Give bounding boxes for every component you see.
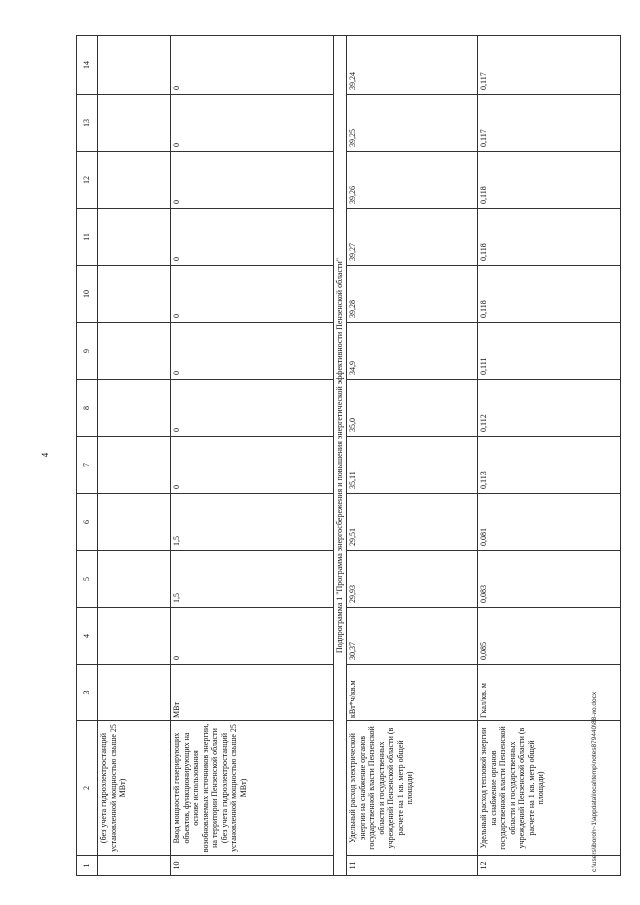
value-cell: 35,0 <box>347 380 478 437</box>
value-cell: 29,51 <box>347 494 478 551</box>
indicators-table <box>76 35 621 876</box>
value-cell: 0,081 <box>478 494 621 551</box>
value-cell: 0 <box>171 36 334 95</box>
value-cell: 35,11 <box>347 437 478 494</box>
value-cell: 29,93 <box>347 551 478 608</box>
value-cell: 1,5 <box>171 551 334 608</box>
value-cell <box>98 437 171 494</box>
page-number: 4 <box>40 452 50 458</box>
header-cell: 11 <box>77 209 98 266</box>
indicator-name: (без учета гидроэлектростанций установленной мощностью свыше 25 МВт) <box>98 721 171 856</box>
value-cell <box>98 494 171 551</box>
value-cell <box>98 209 171 266</box>
value-cell: 39,28 <box>347 266 478 323</box>
value-cell <box>98 95 171 152</box>
unit-cell: Гкал/кв. м <box>478 665 621 721</box>
value-cell <box>98 323 171 380</box>
value-cell: 39,27 <box>347 209 478 266</box>
value-cell: 0 <box>171 437 334 494</box>
value-cell: 0,112 <box>478 380 621 437</box>
value-cell: 0 <box>171 380 334 437</box>
header-cell: 4 <box>77 608 98 665</box>
file-path-footer: c:\users\iboroh~1\appdata\local\temp\notes879440\88-ио.docx <box>591 691 598 872</box>
table-row <box>171 36 334 876</box>
header-cell: 8 <box>77 380 98 437</box>
rotated-table-container <box>76 40 616 876</box>
header-row <box>77 36 98 876</box>
section-row <box>334 36 347 876</box>
header-cell: 9 <box>77 323 98 380</box>
table-row <box>98 36 171 876</box>
value-cell <box>98 266 171 323</box>
row-number <box>98 856 171 876</box>
value-cell: 0,083 <box>478 551 621 608</box>
value-cell: 0,111 <box>478 323 621 380</box>
header-cell: 7 <box>77 437 98 494</box>
value-cell: 1,5 <box>171 494 334 551</box>
unit-cell <box>98 665 171 721</box>
header-cell: 12 <box>77 152 98 209</box>
value-cell: 0,118 <box>478 152 621 209</box>
value-cell: 0 <box>171 152 334 209</box>
value-cell <box>98 152 171 209</box>
table-row <box>347 36 478 876</box>
indicator-name: Удельный расход тепловой энергии на снабжение органов государственной власти Пензенской области и государственных учреждений Пензенской области (в расчете на 1 кв. метр общей площади) <box>478 721 621 856</box>
value-cell: 0,118 <box>478 266 621 323</box>
value-cell: 0,117 <box>478 36 621 95</box>
section-title: Подпрограмма 1 "Программа энергосбережения и повышения энергетической эффективности Пензенской области" <box>334 36 347 876</box>
value-cell: 0 <box>171 323 334 380</box>
value-cell: 39,24 <box>347 36 478 95</box>
value-cell: 0 <box>171 608 334 665</box>
row-number: 12 <box>478 856 621 876</box>
value-cell: 0 <box>171 209 334 266</box>
value-cell <box>98 551 171 608</box>
header-cell: 10 <box>77 266 98 323</box>
header-cell: 13 <box>77 95 98 152</box>
table-row <box>478 36 621 876</box>
unit-cell: кВт*ч/кв.м <box>347 665 478 721</box>
value-cell <box>98 608 171 665</box>
header-cell: 1 <box>77 856 98 876</box>
value-cell: 0,118 <box>478 209 621 266</box>
header-cell: 5 <box>77 551 98 608</box>
value-cell: 0 <box>171 95 334 152</box>
value-cell: 0,085 <box>478 608 621 665</box>
row-number: 11 <box>347 856 478 876</box>
value-cell: 30,37 <box>347 608 478 665</box>
value-cell <box>98 380 171 437</box>
value-cell: 39,26 <box>347 152 478 209</box>
unit-cell: МВт <box>171 665 334 721</box>
value-cell: 0 <box>171 266 334 323</box>
header-cell: 3 <box>77 665 98 721</box>
value-cell: 34,9 <box>347 323 478 380</box>
value-cell <box>98 36 171 95</box>
indicator-name: Ввод мощностей генерирующих объектов, функционирующих на основе использования возобновляемых источников энергии, на территории Пензенской области (без учета гидроэлектростанций установленной мощностью свыше 25 МВт) <box>171 721 334 856</box>
row-number: 10 <box>171 856 334 876</box>
header-cell: 6 <box>77 494 98 551</box>
header-cell: 2 <box>77 721 98 856</box>
value-cell: 0,117 <box>478 95 621 152</box>
value-cell: 0,113 <box>478 437 621 494</box>
header-cell: 14 <box>77 36 98 95</box>
indicator-name: Удельный расход электрической энергии на снабжение органов государственной власти Пензенской области и государственных учреждений Пензенской области (в расчете на 1 кв. метр общей площади) <box>347 721 478 856</box>
value-cell: 39,25 <box>347 95 478 152</box>
